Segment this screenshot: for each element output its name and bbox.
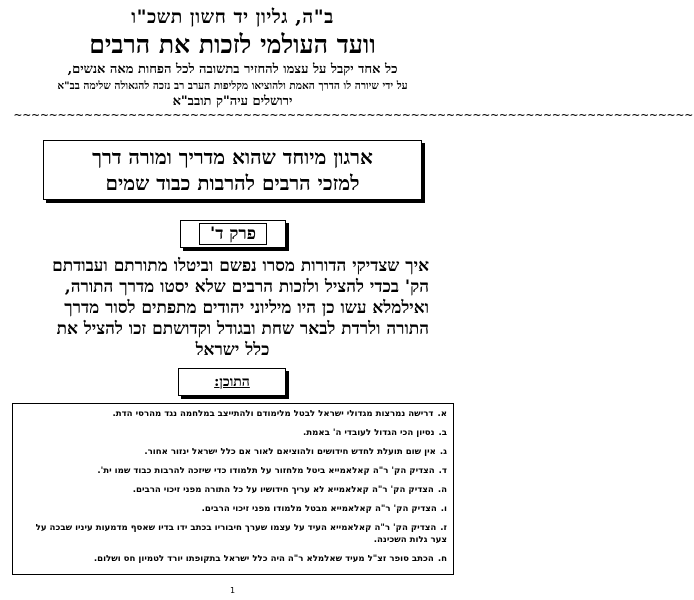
intro-paragraph: איך שצדיקי הדורות מסרו נפשם וביטלו מתורתם ועבודתם הק' בכדי להציל ולזכות הרבים שלא יסטו מדרך התורה, ואילמלא עשו כן היו מיליוני יהודים מתפתים לסור מדרך התורה ולרדת לבאר שחת ובגודל וקדושתם זכו להציל את כלל ישראל [52,256,429,360]
toc-item-text: הצדיק הק' ר"ה קאלאמייא ביטל מלחזור על תלמודו כדי שיזכה להרבות כבוד שמו ית'. [97,466,435,476]
toc-item-text: הצדיק הק' ר"ה קאלאמייא העיד על עצמו שערך חיבוריו בכתב ידו בדיו שאסף מדמעות עיניו שבכה על צער גלות השכינה. [35,523,447,545]
toc-item-text: נסיון הכי הגדול לעובדי ה' באמת. [303,428,435,438]
pledge-line-1: כל אחד יקבל על עצמו להחזיר בתשובה לכל הפחות מאה אנשים, [67,62,398,77]
issue-date-line: ב"ה, גליון יד חשון תשכ"ו [131,6,334,28]
toc-item [19,446,447,458]
location-line: ירושלים עיה"ק תובב"א [172,94,293,109]
toc-item-number: ה. [437,485,447,495]
pledge-line-2: על ידי שיורה לו הדרך האמת ולהוציאו מקליפות הערב רב נזכה להגאולה שלימה בב"א [57,80,408,92]
toc-item-text: דרישה נמרצות מגדולי ישראל לבטל מלימודם ולהתייצב במלחמה נגד מהרסי הדת. [112,409,434,419]
toc-item-text: הכתב סופר זצ"ל מעיד שאלמלא ר"ה היה כלל ישראל בתקופתו יורד לטמיון חס ושלום. [93,554,434,564]
toc-item [19,503,447,515]
toc-item [19,465,447,477]
toc-item-number: ו. [440,504,447,514]
toc-item-number: ח. [437,554,447,564]
toc-item-number: ב. [438,428,447,438]
toc-heading-box [178,368,286,396]
toc-item-number: ד. [438,466,447,476]
tilde-divider: ~~~~~~~~~~~~~~~~~~~~~~~~~~~~~~~~~~~~~~~~~~~~~~~~~~~~~~~~~~~~~~~~~~~~~~~~~~~~~ [14,108,694,123]
toc-item [19,553,447,565]
main-title-box [43,140,422,200]
toc-item-number: ז. [440,523,447,533]
chapter-label: פרק ד' [199,223,267,245]
toc-item [19,522,447,546]
toc-list [13,404,453,565]
main-title-line-1: ארגון מיוחד שהוא מדריך ומורה דרך [92,145,373,169]
organization-title: וועד העולמי לזכות את הרבים [89,30,376,59]
table-of-contents [12,403,454,575]
toc-item-number: א. [437,409,447,419]
toc-item-text: אין שום תועלת לחדש חידושים ולהוציאם לאור אם כלל ישראל ינזור אחור. [144,447,436,457]
toc-item-number: ג. [439,447,447,457]
toc-item [19,484,447,496]
toc-item-text: הצדיק הק' ר"ה קאלאמייא לא עריך חידושיו על כל התורה מפני זיכוי הרבים. [132,485,434,495]
main-title-line-2: למזכי הרבים להרבות כבוד שמים [105,171,360,195]
chapter-box [180,220,286,248]
toc-heading: התוכן: [214,373,250,390]
toc-item [19,408,447,420]
page-number: 1 [229,586,236,595]
toc-item [19,427,447,439]
toc-item-text: הצדיק הק' ר"ה קאלאמייא מבטל מלמודו מפני זיכוי הרבים. [201,504,437,514]
